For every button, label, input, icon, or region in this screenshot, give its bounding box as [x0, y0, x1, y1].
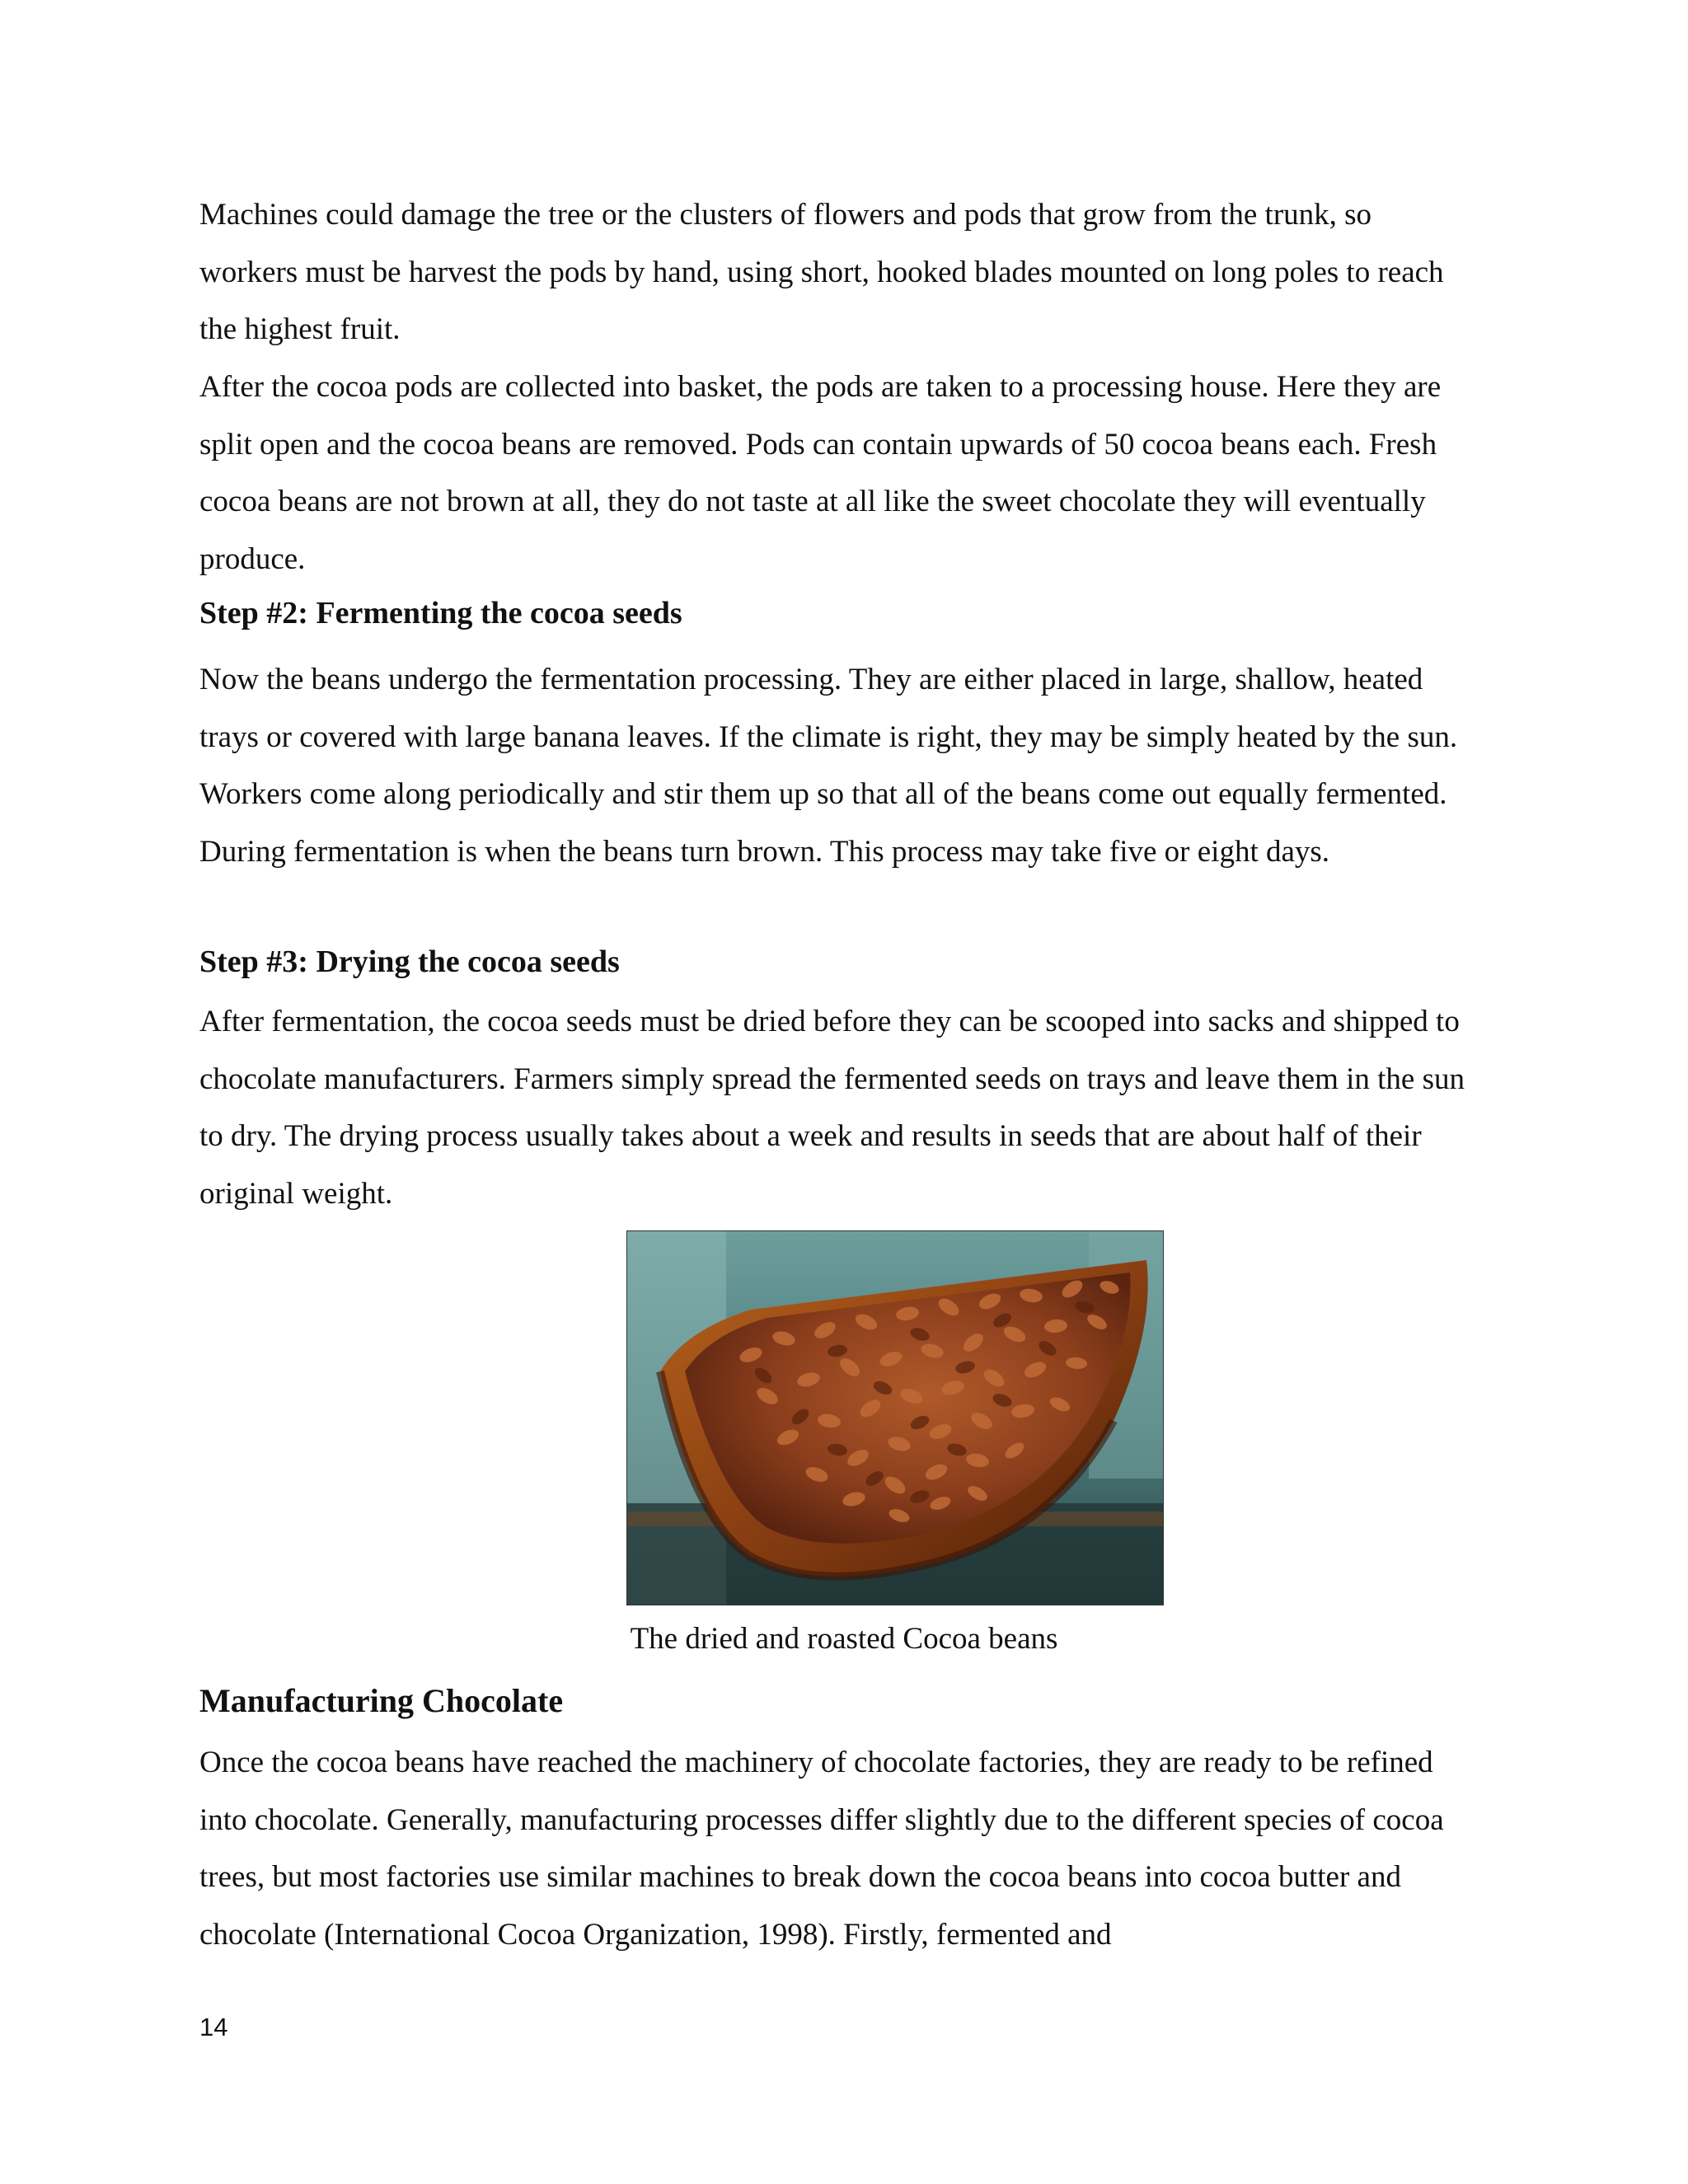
- paragraph-drying: After fermentation, the cocoa seeds must be dried before they can be scooped into sacks and shipped to chocolate manufacturers. Farmers simply spread the fermented seeds on trays and leave them in the sun to dry. The drying process usually takes about a week and results in seeds that are about half of their original weight.: [199, 1005, 1465, 1211]
- page-number: 14: [199, 2013, 228, 2041]
- heading-step-3: Step #3: Drying the cocoa seeds: [199, 944, 620, 979]
- heading-manufacturing-chocolate: Manufacturing Chocolate: [199, 1682, 564, 1719]
- paragraph-harvesting-by-hand: Machines could damage the tree or the clusters of flowers and pods that grow from the trunk, so workers must be harvest the pods by hand, using short, hooked blades mounted on long poles to reach the highest fruit.: [199, 198, 1444, 346]
- paragraph-pod-processing: After the cocoa pods are collected into basket, the pods are taken to a processing house. Here they are split open and the cocoa beans are removed. Pods can contain upwards of 50 cocoa beans each. Fresh cocoa beans are not brown at all, they do not taste at all like the sweet chocolate they will eventually produce.: [199, 370, 1442, 576]
- figure-caption: The dried and roasted Cocoa beans: [630, 1622, 1058, 1656]
- paragraph-fermentation: Now the beans undergo the fermentation processing. They are either placed in large, shallow, heated trays or covered with large banana leaves. If the climate is right, they may be simply heated by the sun. Workers come along periodically and stir them up so that all of the beans come out equally fermented. During fermentation is when the beans turn brown. This process may take five or eight days.: [199, 663, 1458, 869]
- paragraph-manufacturing: Once the cocoa beans have reached the machinery of chocolate factories, they are ready to be refined into chocolate. Generally, manufacturing processes differ slightly due to the different species of cocoa trees, but most factories use similar machines to break down the cocoa beans into cocoa butter and chocolate (International Cocoa Organization, 1998). Firstly, fermented and: [199, 1746, 1444, 1952]
- heading-step-2: Step #2: Fermenting the cocoa seeds: [199, 596, 682, 630]
- cocoa-beans-photo: [626, 1230, 1164, 1605]
